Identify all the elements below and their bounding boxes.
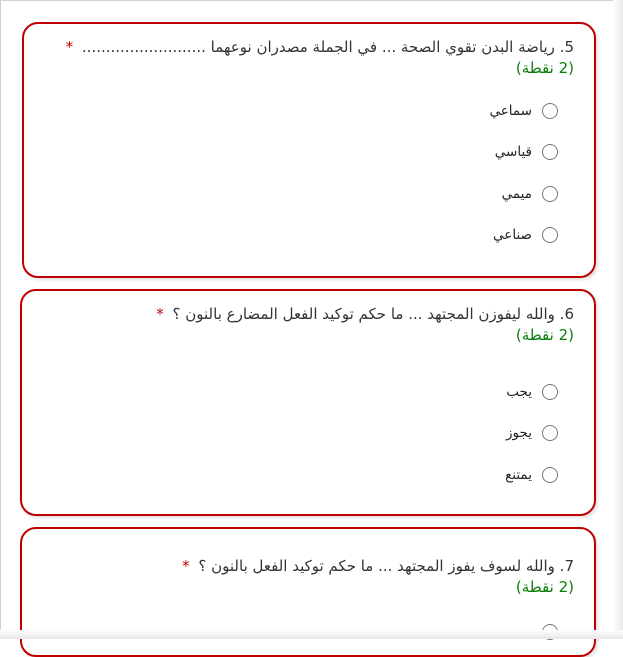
required-mark: * (65, 38, 74, 56)
question-header (44, 36, 574, 78)
question-points: (2 نقطة) (515, 59, 574, 77)
radio-button-icon[interactable] (542, 467, 558, 483)
option-radio[interactable] (502, 183, 558, 205)
question-text: والله ليفوزن المجتهد ... ما حكم توكيد الفعل المضارع بالنون ؟ (172, 305, 555, 323)
required-mark: * (156, 305, 164, 323)
question-text: والله لسوف يفوز المجتهد ... ما حكم توكيد الفعل بالنون ؟ (198, 557, 555, 575)
radio-button-icon[interactable] (542, 384, 558, 400)
option-label: قياسي (494, 144, 532, 160)
radio-button-icon[interactable] (542, 103, 558, 119)
question-header (42, 303, 574, 345)
option-radio[interactable] (495, 141, 558, 163)
option-label: صناعي (493, 227, 532, 243)
question-card-6 (20, 289, 596, 516)
radio-button-icon[interactable] (542, 425, 558, 441)
required-mark: * (182, 557, 190, 575)
page-shadow-bottom (0, 630, 623, 639)
option-label: يجب (506, 384, 532, 400)
radio-button-icon[interactable] (542, 227, 558, 243)
option-label: يمتنع (505, 467, 532, 483)
option-radio[interactable] (505, 464, 558, 486)
radio-button-icon[interactable] (542, 144, 558, 160)
question-card-5 (22, 22, 596, 278)
question-number: 7. (559, 557, 574, 575)
question-number: 5. (559, 38, 574, 56)
question-header (42, 555, 574, 597)
page-shadow-right (613, 0, 623, 639)
option-label: ميمي (501, 186, 532, 202)
option-label: سماعي (489, 103, 532, 119)
radio-button-icon[interactable] (542, 186, 558, 202)
question-points: (2 نقطة) (515, 578, 574, 596)
option-radio[interactable] (506, 381, 558, 403)
option-label: يجوز (506, 425, 532, 441)
option-radio[interactable] (506, 422, 558, 444)
question-number: 6. (559, 305, 574, 323)
question-text: رياضة البدن تقوي الصحة ... في الجملة مصدران نوعهما .......................... (81, 38, 555, 56)
option-radio[interactable] (493, 224, 558, 246)
option-radio[interactable] (489, 100, 558, 122)
question-points: (2 نقطة) (515, 326, 574, 344)
